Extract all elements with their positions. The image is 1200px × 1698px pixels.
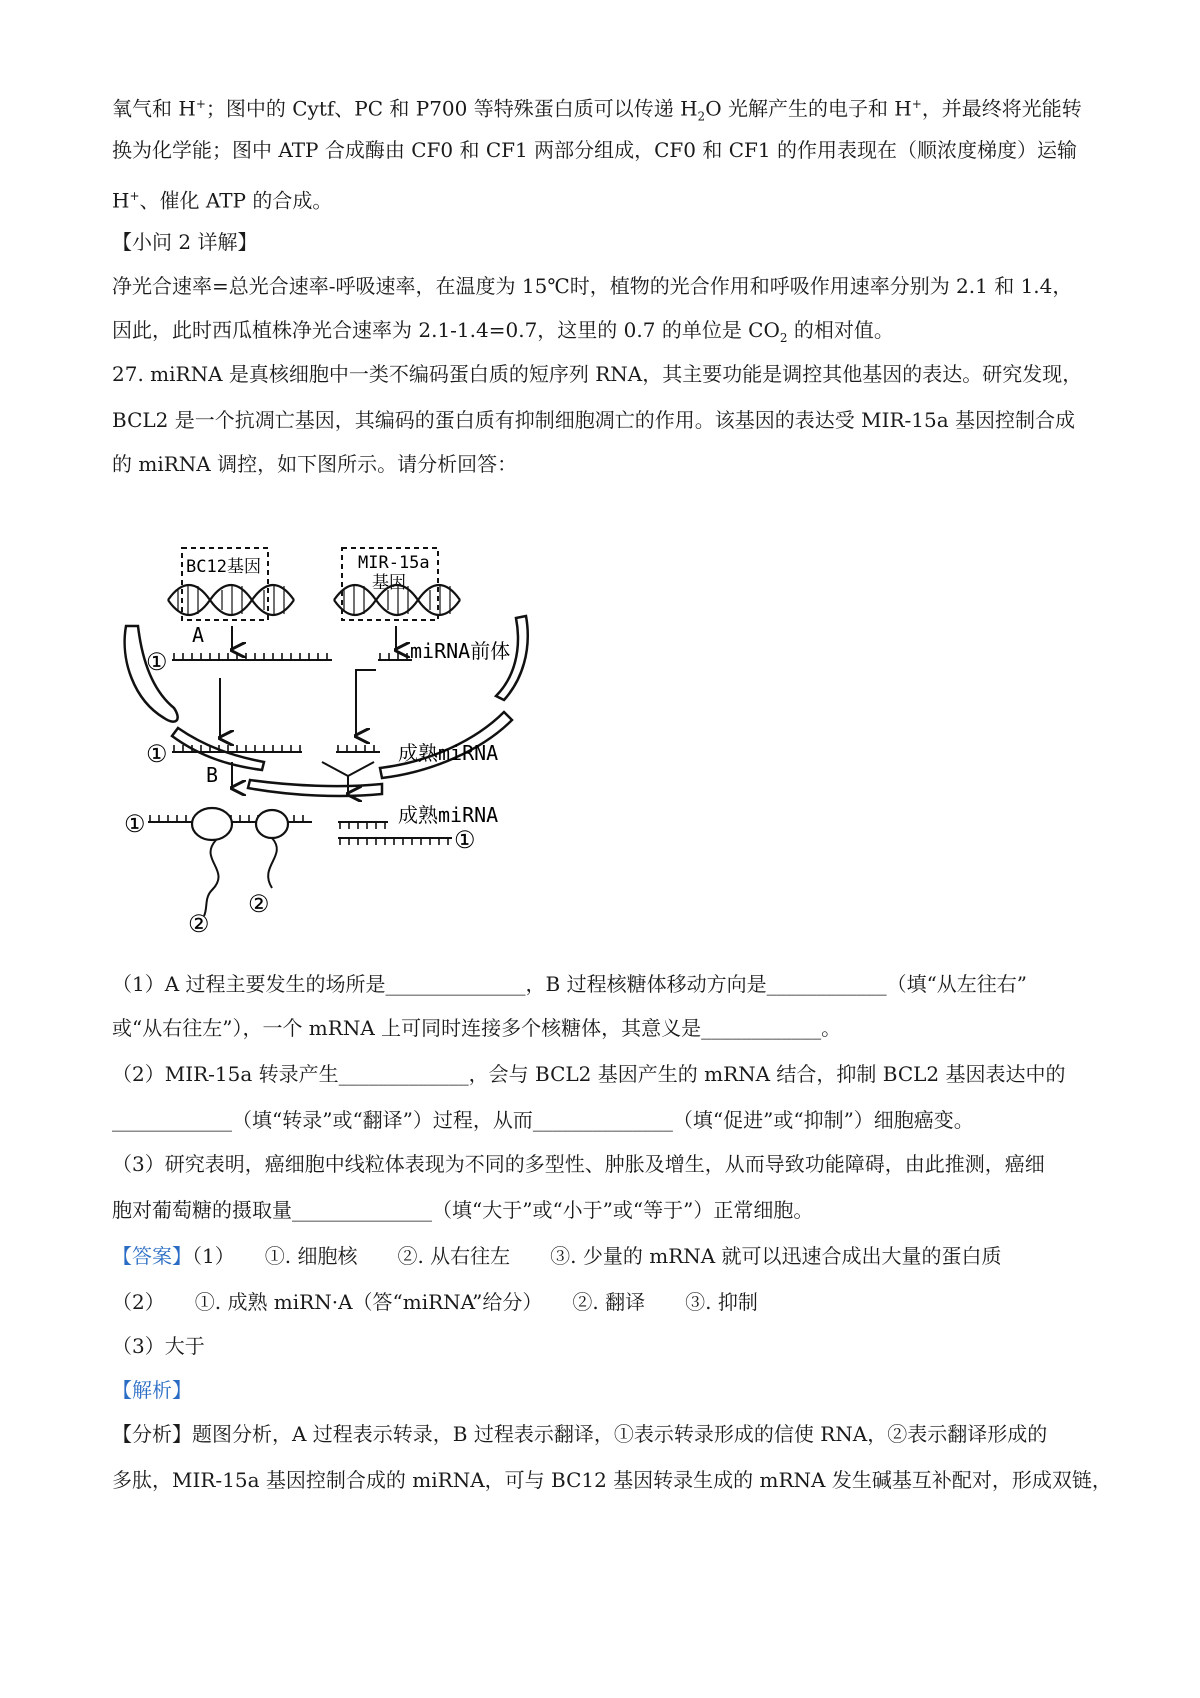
subheading-q2: 【小问 2 详解】	[112, 230, 258, 254]
label-mature-mirna-2: 成熟miRNA	[398, 803, 499, 827]
analysis-line-2: 多肽，MIR-15a 基因控制合成的 miRNA，可与 BC12 基因转录生成的 mRNA 发生碱基互补配对，形成双链，	[112, 1468, 1112, 1492]
dna-helix-bc12-strand2	[168, 585, 294, 615]
arrow-precursor-export	[356, 670, 376, 736]
question-1-line-2: 或“从右往左”），一个 mRNA 上可同时连接多个核糖体，其意义是____________。	[112, 1016, 842, 1040]
circled-1-translation: ①	[124, 810, 146, 838]
gene-label-bc12: BC12基因	[186, 557, 261, 577]
polypeptide-1	[204, 840, 219, 916]
question-2-line-1: （2）MIR-15a 转录产生_____________，会与 BCL2 基因产生的 mRNA 结合，抑制 BCL2 基因表达中的	[112, 1062, 1066, 1086]
question-27-line-2: BCL2 是一个抗凋亡基因，其编码的蛋白质有抑制细胞凋亡的作用。该基因的表达受 MIR-15a 基因控制合成	[112, 408, 1076, 432]
circled-2-polypeptide-2: ②	[248, 890, 270, 918]
answer-label: 【答案】	[112, 1244, 192, 1268]
y-join-right	[348, 762, 374, 776]
gene-label-mir15a-1: MIR-15a	[358, 553, 430, 573]
circled-1-cytoplasm: ①	[146, 740, 168, 768]
answer-line-1: 【答案】（1） ①. 细胞核 ②. 从右往左 ③. 少量的 mRNA 就可以迅速合成出大量的蛋白质	[112, 1244, 1002, 1268]
gene-label-mir15a-2: 基因	[372, 573, 406, 593]
text-line-6: 因此，此时西瓜植株净光合速率为 2.1-1.4=0.7，这里的 0.7 的单位是 $CO_2$ 的相对值。	[112, 318, 894, 345]
question-27-line-1: 27. miRNA 是真核细胞中一类不编码蛋白质的短序列 RNA，其主要功能是调控其他基因的表达。研究发现，	[112, 362, 1083, 386]
circled-2-polypeptide-1: ②	[188, 910, 210, 938]
nuclear-membrane-bottom-mid	[248, 780, 382, 796]
polypeptide-2	[268, 838, 277, 888]
text-line-5: 净光合速率=总光合速率-呼吸速率，在温度为 15℃时，植物的光合作用和呼吸作用速率分别为 2.1 和 1.4，	[112, 274, 1073, 298]
question-27-line-3: 的 miRNA 调控，如下图所示。请分析回答：	[112, 452, 518, 476]
analysis-heading: 【解析】	[112, 1378, 192, 1402]
question-3-line-2: 胞对葡萄糖的摄取量______________（填“大于”或“小于”或“等于”）正常细胞。	[112, 1198, 814, 1222]
mirna-regulation-diagram	[112, 540, 572, 960]
text-line-2: 换为化学能；图中 ATP 合成酶由 CF0 和 CF1 两部分组成，CF0 和 CF1 的作用表现在（顺浓度梯度）运输	[112, 138, 1077, 162]
label-mirna-precursor: miRNA前体	[410, 639, 511, 663]
text-line-3: H+、催化 ATP 的合成。	[112, 188, 333, 213]
label-process-a: A	[192, 623, 205, 647]
ribosome-1	[192, 808, 232, 840]
circled-1-target: ①	[454, 826, 476, 854]
dna-helix-bc12-strand1	[168, 585, 294, 615]
label-mature-mirna-1: 成熟miRNA	[398, 741, 499, 765]
circled-1-nucleus: ①	[146, 648, 168, 676]
label-process-b: B	[206, 763, 219, 787]
y-join-left	[322, 762, 348, 776]
answer-line-3: （3）大于	[112, 1334, 205, 1358]
text-line-1: 氧气和 H+；图中的 Cytf、PC 和 P700 等特殊蛋白质可以传递 $H_2O$ 光解产生的电子和 H+，并最终将光能转	[112, 96, 1082, 124]
question-3-line-1: （3）研究表明，癌细胞中线粒体表现为不同的多型性、肿胀及增生，从而导致功能障碍，由此推测，癌细	[112, 1152, 1045, 1176]
question-2-line-2: ____________（填“转录”或“翻译”）过程，从而______________（填“促进”或“抑制”）细胞癌变。	[112, 1108, 974, 1132]
question-1-line-1: （1）A 过程主要发生的场所是______________，B 过程核糖体移动方向是____________（填“从左往右”	[112, 972, 1028, 996]
ribosome-2	[256, 810, 288, 838]
analysis-line-1: 【分析】题图分析，A 过程表示转录，B 过程表示翻译，①表示转录形成的信使 RNA，②表示翻译形成的	[112, 1422, 1048, 1446]
answer-line-2: （2） ①. 成熟 miRN·A（答“miRNA”给分） ②. 翻译 ③. 抑制	[112, 1290, 758, 1314]
